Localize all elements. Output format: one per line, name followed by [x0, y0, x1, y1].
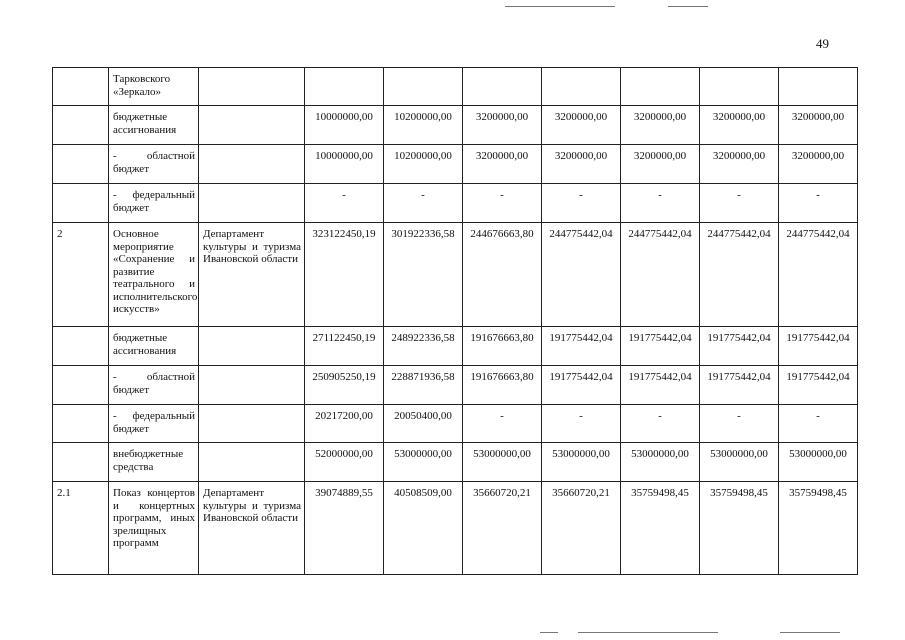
executor-cell — [199, 405, 305, 443]
amount-cell: 3200000,00 — [463, 145, 542, 184]
amount-cell: - — [779, 405, 858, 443]
amount-cell: - — [463, 405, 542, 443]
amount-cell — [779, 68, 858, 106]
table-row — [53, 145, 858, 184]
amount-cell: 244775442,04 — [542, 223, 621, 327]
scan-artifact-line — [505, 6, 615, 7]
activity-name-cell: Основное мероприятие «Сохранение и развитие театрального и исполнительского искусств» — [109, 223, 199, 327]
amount-cell: 3200000,00 — [700, 145, 779, 184]
executor-cell — [199, 145, 305, 184]
activity-name-cell: - областной бюджет — [109, 145, 199, 184]
amount-cell: 53000000,00 — [621, 443, 700, 482]
amount-cell: 35660720,21 — [542, 482, 621, 575]
amount-cell: 53000000,00 — [384, 443, 463, 482]
row-number-cell — [53, 106, 109, 145]
amount-cell: 244775442,04 — [779, 223, 858, 327]
page-number: 49 — [816, 36, 829, 51]
scan-artifact-line — [668, 6, 708, 7]
amount-cell: 10200000,00 — [384, 145, 463, 184]
amount-cell: 248922336,58 — [384, 327, 463, 366]
amount-cell: 3200000,00 — [779, 106, 858, 145]
amount-cell: 244676663,80 — [463, 223, 542, 327]
table-row — [53, 405, 858, 443]
executor-cell: Департамент культуры и туризма Ивановской области — [199, 482, 305, 575]
amount-cell: 20217200,00 — [305, 405, 384, 443]
amount-cell: 250905250,19 — [305, 366, 384, 405]
row-number-cell — [53, 145, 109, 184]
amount-cell: 191775442,04 — [700, 366, 779, 405]
amount-cell: - — [542, 405, 621, 443]
amount-cell: 191775442,04 — [779, 366, 858, 405]
amount-cell: 3200000,00 — [542, 106, 621, 145]
amount-cell: - — [305, 184, 384, 223]
amount-cell — [305, 68, 384, 106]
activity-name-cell: Тарковского «Зеркало» — [109, 68, 199, 106]
row-number-cell — [53, 327, 109, 366]
amount-cell: 52000000,00 — [305, 443, 384, 482]
scan-artifact-line — [780, 632, 840, 633]
row-number-cell — [53, 443, 109, 482]
executor-cell: Департамент культуры и туризма Ивановской области — [199, 223, 305, 327]
amount-cell: 323122450,19 — [305, 223, 384, 327]
row-number-cell: 2 — [53, 223, 109, 327]
amount-cell: 35660720,21 — [463, 482, 542, 575]
executor-cell — [199, 443, 305, 482]
amount-cell: 191775442,04 — [542, 327, 621, 366]
executor-cell — [199, 106, 305, 145]
amount-cell: 53000000,00 — [463, 443, 542, 482]
amount-cell: - — [621, 405, 700, 443]
amount-cell: 10200000,00 — [384, 106, 463, 145]
row-number-cell: 2.1 — [53, 482, 109, 575]
table-row — [53, 443, 858, 482]
amount-cell: - — [463, 184, 542, 223]
amount-cell: 191775442,04 — [779, 327, 858, 366]
budget-table — [52, 67, 858, 575]
activity-name-cell: Показ концертов и концертных программ, иных зрелищных программ — [109, 482, 199, 575]
amount-cell: 3200000,00 — [542, 145, 621, 184]
amount-cell: 40508509,00 — [384, 482, 463, 575]
amount-cell: - — [621, 184, 700, 223]
amount-cell: 244775442,04 — [621, 223, 700, 327]
amount-cell: - — [700, 184, 779, 223]
amount-cell: 10000000,00 — [305, 106, 384, 145]
amount-cell: 191775442,04 — [700, 327, 779, 366]
table-row — [53, 106, 858, 145]
amount-cell: 271122450,19 — [305, 327, 384, 366]
amount-cell: 53000000,00 — [542, 443, 621, 482]
table-row — [53, 482, 858, 575]
activity-name-cell: бюджетные ассигнования — [109, 327, 199, 366]
activity-name-cell: - областной бюджет — [109, 366, 199, 405]
amount-cell: 35759498,45 — [700, 482, 779, 575]
amount-cell: 10000000,00 — [305, 145, 384, 184]
amount-cell: - — [779, 184, 858, 223]
amount-cell: 35759498,45 — [621, 482, 700, 575]
amount-cell: - — [542, 184, 621, 223]
scan-artifact-line — [540, 632, 558, 633]
amount-cell: 20050400,00 — [384, 405, 463, 443]
row-number-cell — [53, 68, 109, 106]
amount-cell: 3200000,00 — [779, 145, 858, 184]
activity-name-cell: - федеральный бюджет — [109, 405, 199, 443]
activity-name-cell: внебюджетные средства — [109, 443, 199, 482]
amount-cell: 191775442,04 — [621, 366, 700, 405]
amount-cell — [384, 68, 463, 106]
activity-name-cell: бюджетные ассигнования — [109, 106, 199, 145]
table-row — [53, 68, 858, 106]
amount-cell — [621, 68, 700, 106]
row-number-cell — [53, 184, 109, 223]
amount-cell: - — [384, 184, 463, 223]
amount-cell — [463, 68, 542, 106]
scan-artifact-line — [578, 632, 718, 633]
executor-cell — [199, 184, 305, 223]
amount-cell: 191775442,04 — [621, 327, 700, 366]
amount-cell: 244775442,04 — [700, 223, 779, 327]
row-number-cell — [53, 366, 109, 405]
amount-cell: 53000000,00 — [700, 443, 779, 482]
amount-cell: 53000000,00 — [779, 443, 858, 482]
amount-cell: 35759498,45 — [779, 482, 858, 575]
amount-cell: - — [700, 405, 779, 443]
executor-cell — [199, 327, 305, 366]
amount-cell: 3200000,00 — [621, 145, 700, 184]
executor-cell — [199, 68, 305, 106]
amount-cell: 191775442,04 — [542, 366, 621, 405]
amount-cell — [700, 68, 779, 106]
executor-cell — [199, 366, 305, 405]
table-row — [53, 223, 858, 327]
amount-cell: 3200000,00 — [621, 106, 700, 145]
row-number-cell — [53, 405, 109, 443]
amount-cell — [542, 68, 621, 106]
amount-cell: 301922336,58 — [384, 223, 463, 327]
activity-name-cell: - федеральный бюджет — [109, 184, 199, 223]
amount-cell: 39074889,55 — [305, 482, 384, 575]
table-row — [53, 184, 858, 223]
amount-cell: 191676663,80 — [463, 327, 542, 366]
amount-cell: 3200000,00 — [463, 106, 542, 145]
amount-cell: 228871936,58 — [384, 366, 463, 405]
table-row — [53, 366, 858, 405]
amount-cell: 3200000,00 — [700, 106, 779, 145]
table-row — [53, 327, 858, 366]
amount-cell: 191676663,80 — [463, 366, 542, 405]
